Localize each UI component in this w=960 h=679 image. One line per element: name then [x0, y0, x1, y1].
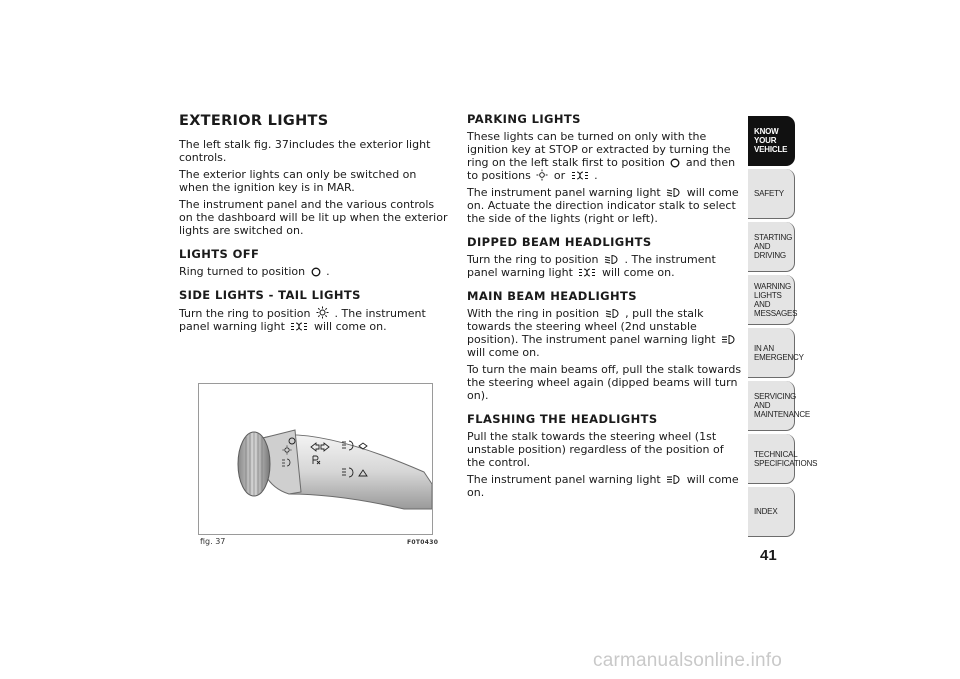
- flashing-text: Pull the stalk towards the steering wheel (1st unstable position) regardless of the position of the control.: [467, 430, 724, 469]
- tab-safety[interactable]: SAFETY: [748, 169, 795, 219]
- dipped-beam-icon: [604, 254, 619, 265]
- tab-index[interactable]: INDEX: [748, 487, 795, 537]
- tab-starting-and-driving[interactable]: STARTING AND DRIVING: [748, 222, 795, 272]
- stalk-illustration: [198, 383, 433, 535]
- side-lights-heading: SIDE LIGHTS - TAIL LIGHTS: [179, 288, 361, 302]
- main-beam-text: With the ring in position , pull the stalk towards the steering wheel (2nd unstable position). The instrument panel warning light will come on.: [467, 307, 742, 359]
- side-lights-warning-icon: [578, 267, 596, 278]
- side-lights-text: Turn the ring to position . The instrument panel warning light will come on.: [179, 307, 426, 333]
- left-column: [179, 112, 449, 337]
- dipped-beam-icon: [666, 187, 681, 198]
- main-beam-text-2: To turn the main beams off, pull the stalk towards the steering wheel again (dipped beams will turn on).: [467, 363, 742, 402]
- flashing-text-2: The instrument panel warning light will come on.: [467, 473, 739, 499]
- paragraph: The instrument panel and the various controls on the dashboard will be lit up when the exterior lights are switched on.: [179, 198, 448, 237]
- side-lights-warning-icon: [290, 321, 308, 332]
- chapter-tabs: [748, 116, 818, 540]
- watermark: carmanualsonline.info: [593, 650, 783, 671]
- figure-caption: fig. 37: [200, 537, 226, 546]
- tab-technical-specifications[interactable]: TECHNICAL SPECIFICATIONS: [748, 434, 795, 484]
- light-stalk-drawing: [199, 384, 432, 534]
- lights-off-heading: LIGHTS OFF: [179, 247, 260, 261]
- parking-lights-text-2: The instrument panel warning light will come on. Actuate the direction indicator stalk to select the side of the lights (right or left).: [467, 186, 739, 225]
- dipped-beam-icon: [605, 308, 620, 319]
- lights-off-text: Ring turned to position .: [179, 265, 330, 278]
- tab-in-an-emergency[interactable]: IN AN EMERGENCY: [748, 328, 795, 378]
- page-number: 41: [760, 547, 777, 564]
- dipped-beam-heading: DIPPED BEAM HEADLIGHTS: [467, 235, 652, 249]
- paragraph: The exterior lights can only be switched on when the ignition key is in MAR.: [179, 168, 417, 194]
- sun-side-lights-icon: [536, 169, 548, 181]
- circle-off-icon: [311, 267, 321, 277]
- sun-side-lights-icon: [316, 306, 329, 319]
- parking-lights-text: These lights can be turned on only with the ignition key at STOP or extracted by turning the ring on the left stalk first to position and then to positions or .: [467, 130, 736, 182]
- circle-off-icon: [670, 158, 680, 168]
- main-beam-icon: [721, 334, 736, 345]
- main-beam-icon: [666, 474, 681, 485]
- tab-servicing[interactable]: SERVICING AND MAINTENANCE: [748, 381, 795, 431]
- flashing-heading: FLASHING THE HEADLIGHTS: [467, 412, 658, 426]
- side-lights-warning-icon: [571, 170, 589, 181]
- right-column: [467, 112, 742, 503]
- dipped-beam-text: Turn the ring to position . The instrument panel warning light will come on.: [467, 253, 716, 279]
- paragraph: The left stalk fig. 37includes the exterior light controls.: [179, 138, 431, 164]
- tab-know-your-vehicle[interactable]: KNOW YOUR VEHICLE: [748, 116, 795, 166]
- parking-lights-heading: PARKING LIGHTS: [467, 112, 581, 126]
- main-beam-heading: MAIN BEAM HEADLIGHTS: [467, 289, 637, 303]
- figure-code: F0T0430: [407, 539, 439, 546]
- tab-warning-lights[interactable]: WARNING LIGHTS AND MESSAGES: [748, 275, 795, 325]
- section-title: EXTERIOR LIGHTS: [179, 113, 329, 129]
